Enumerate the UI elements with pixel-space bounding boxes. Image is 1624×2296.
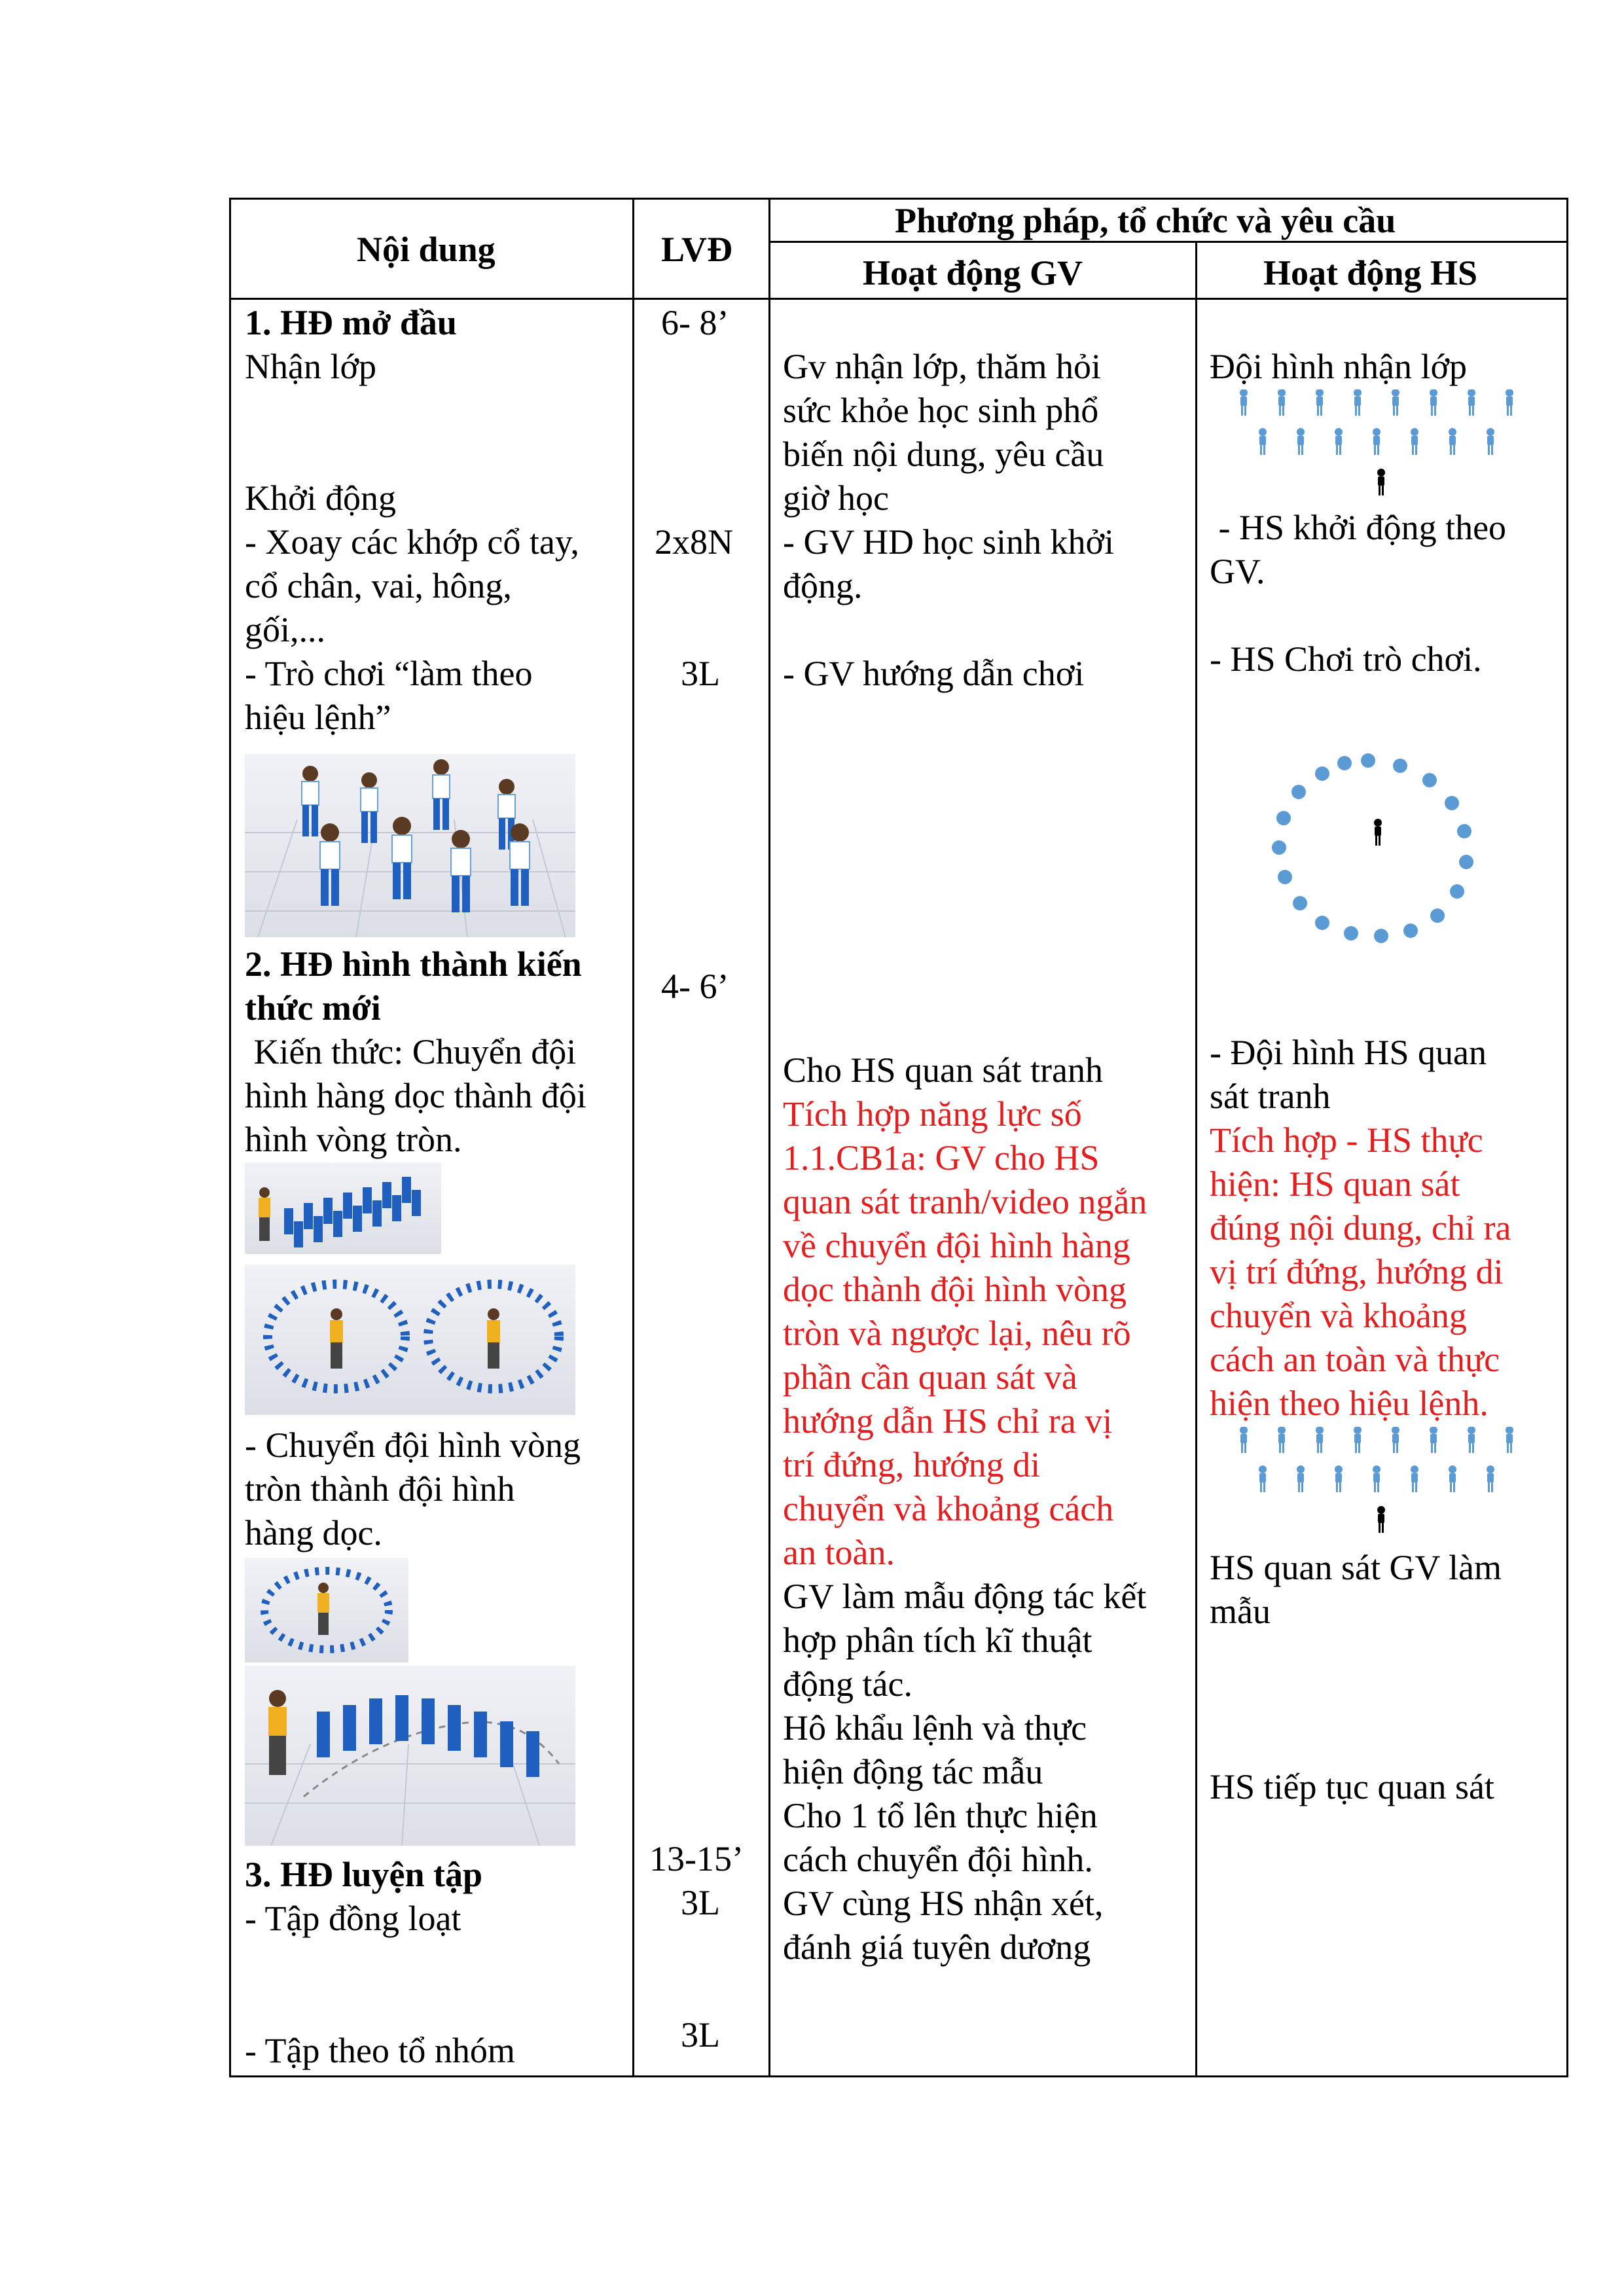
circle-dot-icon [1272,753,1473,943]
gv-line-16: GV cùng HS nhận xét, [783,1884,1104,1923]
moving-line-illustration [245,1666,575,1846]
col-divider-1 [632,198,634,2077]
gv-integration-line-5: dọc thành đội hình vòng [783,1270,1127,1309]
hs-line-4: - HS Chơi trò chơi. [1210,639,1482,679]
tro-choi-line-1: - Trò chơi “làm theo [245,654,533,693]
gv-line-6: động. [783,566,863,605]
gv-line-8: Cho HS quan sát tranh [783,1050,1103,1090]
hs-line-9: HS tiếp tục quan sát [1210,1767,1494,1806]
moving-line-icon [245,1666,575,1846]
section-3-title: 3. HĐ luyện tập [245,1855,483,1894]
hs-line-5: - Đội hình HS quan [1210,1033,1487,1072]
gv-integration-line-2: 1.1.CB1a: GV cho HS [783,1138,1100,1177]
hs-integration-line-4: vị trí đứng, hướng di [1210,1252,1504,1291]
nhan-lop: Nhận lớp [245,347,377,386]
kien-thuc-line-3: hình vòng tròn. [245,1120,462,1159]
chuyen-line-3: hàng dọc. [245,1513,382,1552]
gv-integration-line-7: phần cần quan sát và [783,1357,1077,1397]
teacher-figure-icon [1377,469,1385,495]
kien-thuc-line-2: hình hàng dọc thành đội [245,1076,586,1115]
col-divider-2 [768,198,770,2077]
gv-line-15: cách chuyển đội hình. [783,1840,1093,1879]
gv-integration-line-3: quan sát tranh/video ngắn [783,1182,1147,1221]
student-figure-icon [1240,389,1513,455]
section-2-title-line-2: thức mới [245,988,381,1028]
header-border-bottom [229,298,1568,300]
circle-formation-diagram [1244,746,1492,969]
class-formation-diagram-2 [1231,1427,1532,1538]
hs-integration-line-5: chuyển và khoảng [1210,1296,1467,1335]
gv-integration-line-1: Tích hợp năng lực số [783,1094,1082,1134]
header-lvd: LVĐ [661,230,733,269]
gv-line-11: động tác. [783,1664,912,1704]
hs-integration-line-3: đúng nội dung, chỉ ra [1210,1208,1511,1247]
lvd-value-2: 2x8N [655,522,733,562]
hs-line-3: GV. [1210,552,1265,591]
gv-integration-line-10: chuyển và khoảng cách [783,1489,1114,1528]
header-hs-activity: Hoạt động HS [1263,253,1478,293]
col-divider-3 [1195,241,1197,2077]
chuyen-line-2: tròn thành đội hình [245,1469,515,1509]
gv-integration-line-8: hướng dẫn HS chỉ ra vị [783,1401,1113,1441]
circle-to-column-illustration [245,1558,408,1662]
gv-line-10: hợp phân tích kĩ thuật [783,1621,1092,1660]
header-content: Nội dung [357,230,496,269]
tap-dong-loat: - Tập đồng loạt [245,1899,461,1938]
teacher-figure-icon [1377,1506,1385,1533]
khoi-dong: Khởi động [245,478,397,518]
gv-line-12: Hô khẩu lệnh và thực [783,1708,1087,1748]
circle-to-column-icon [245,1558,408,1662]
table-border-left [229,198,231,2077]
section-1-title: 1. HĐ mở đầu [245,303,457,342]
header-gv-activity: Hoạt động GV [863,253,1083,293]
xoay-line-1: - Xoay các khớp cổ tay, [245,522,579,562]
gv-line-13: hiện động tác mẫu [783,1752,1043,1791]
header-method: Phương pháp, tổ chức và yêu cầu [895,201,1396,240]
gv-integration-line-4: về chuyển đội hình hàng [783,1226,1130,1265]
gv-line-2: sức khỏe học sinh phổ [783,391,1099,430]
student-figure-icon [1240,1427,1513,1492]
hs-line-2: - HS khởi động theo [1210,508,1507,547]
lvd-value-3: 3L [681,654,720,693]
xoay-line-2: cổ chân, vai, hông, [245,566,512,605]
xoay-line-3: gối,... [245,610,326,649]
class-formation-diagram-1 [1231,389,1532,501]
hs-line-7: HS quan sát GV làm [1210,1548,1502,1587]
circle-formation-icon [245,1265,575,1415]
tap-to-nhom: - Tập theo tổ nhóm [245,2031,515,2070]
hs-integration-line-6: cách an toàn và thực [1210,1340,1500,1379]
hs-line-1: Đội hình nhận lớp [1210,347,1468,386]
hs-line-6: sát tranh [1210,1077,1331,1116]
gv-line-1: Gv nhận lớp, thăm hỏi [783,347,1101,386]
chuyen-line-1: - Chuyển đội hình vòng [245,1426,581,1465]
gv-line-7: - GV hướng dẫn chơi [783,654,1085,693]
gv-line-4: giờ học [783,478,890,518]
kids-playing-icon [245,754,575,937]
hs-integration-line-2: hiện: HS quan sát [1210,1164,1460,1204]
gv-integration-line-6: tròn và ngược lại, nêu rõ [783,1314,1131,1353]
gv-line-17: đánh giá tuyên dương [783,1928,1091,1967]
gv-line-5: - GV HD học sinh khởi [783,522,1115,562]
hs-integration-line-1: Tích hợp - HS thực [1210,1121,1483,1160]
gv-integration-line-11: an toàn. [783,1533,895,1572]
lvd-value-7: 3L [681,2015,720,2054]
column-formation-icon [245,1162,441,1254]
circle-formation-illustration [245,1265,575,1415]
gv-integration-line-9: trí đứng, hướng di [783,1445,1041,1484]
column-formation-illustration [245,1162,441,1254]
table-border-bottom [229,2075,1568,2077]
lvd-value-5: 13-15’ [649,1839,744,1878]
lvd-value-6: 3L [681,1883,720,1922]
lvd-value-4: 4- 6’ [661,967,729,1006]
game-illustration [245,754,575,937]
hs-integration-line-7: hiện theo hiệu lệnh. [1210,1384,1489,1423]
gv-line-14: Cho 1 tổ lên thực hiện [783,1796,1098,1835]
hs-line-8: mẫu [1210,1592,1271,1631]
teacher-figure-icon [1374,819,1382,846]
kien-thuc-line-1: Kiến thức: Chuyển đội [245,1032,577,1071]
gv-line-9: GV làm mẫu động tác kết [783,1577,1147,1616]
table-border-right [1566,198,1568,2077]
lvd-value-1: 6- 8’ [661,303,729,342]
section-2-title-line-1: 2. HĐ hình thành kiến [245,944,582,984]
tro-choi-line-2: hiệu lệnh” [245,698,391,737]
gv-line-3: biến nội dung, yêu cầu [783,435,1104,474]
